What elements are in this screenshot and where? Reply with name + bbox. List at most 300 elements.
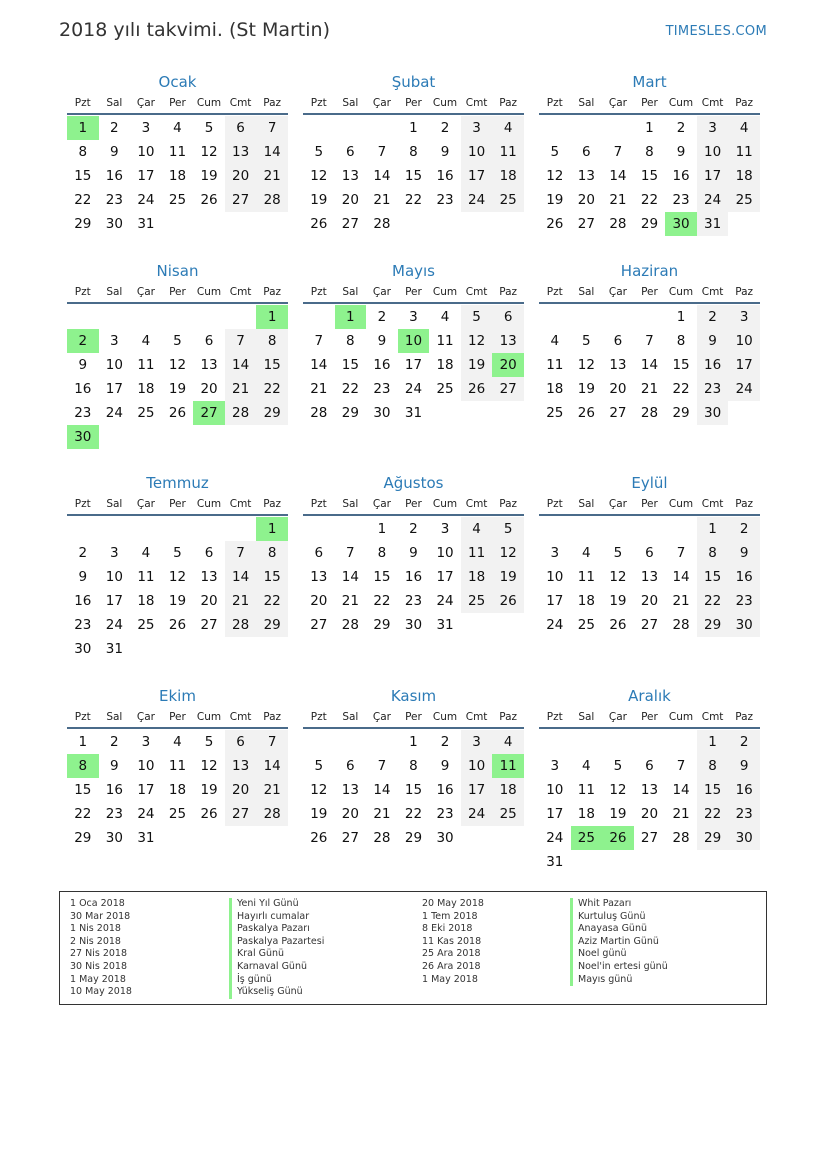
day-cell: 15 — [640, 168, 659, 184]
weekday-header — [303, 93, 524, 115]
day-cell: 24 — [461, 802, 493, 826]
day-cell: 6 — [582, 144, 591, 160]
empty-cell — [67, 305, 99, 329]
day-cell: 17 — [546, 806, 564, 822]
day-cell: 29 — [341, 405, 359, 421]
weekday-header — [67, 494, 288, 516]
day-cell: 18 — [137, 381, 155, 397]
weekday-label: Cmt — [701, 286, 724, 298]
day-cell: 19 — [168, 381, 187, 397]
month-name: Nisan — [156, 262, 199, 280]
day-cell: 31 — [436, 617, 454, 633]
day-cell: 10 — [137, 758, 155, 774]
weekday-label: Per — [405, 498, 422, 510]
day-cell: 26 — [200, 192, 218, 208]
holiday-day-cell: 26 — [602, 826, 634, 850]
day-cell: 8 — [346, 333, 355, 349]
day-cell: 21 — [672, 806, 690, 822]
weekday-header — [303, 707, 524, 729]
empty-cell — [303, 517, 335, 541]
empty-cell — [634, 517, 666, 541]
day-cell: 7 — [377, 758, 387, 774]
day-cell: 19 — [310, 806, 328, 822]
weekday-label: Cum — [668, 498, 694, 510]
day-cell: 28 — [310, 405, 328, 421]
day-cell: 18 — [137, 593, 155, 609]
day-cell: 20 — [341, 192, 359, 208]
day-cell: 14 — [373, 782, 391, 798]
holiday-date: 10 May 2018 — [70, 986, 132, 998]
day-cell: 27 — [492, 377, 524, 401]
weekday-label: Sal — [106, 498, 123, 510]
day-cell: 10 — [461, 140, 493, 164]
day-cell: 9 — [440, 758, 450, 774]
day-cell: 22 — [256, 377, 288, 401]
day-cell: 25 — [137, 617, 155, 633]
brand-logo[interactable]: TIMESLES.COM — [665, 24, 767, 39]
weekday-header — [539, 707, 760, 729]
holiday-day-cell: 1 — [256, 517, 288, 541]
day-cell: 31 — [137, 830, 155, 846]
day-cell: 17 — [137, 168, 155, 184]
weekday-label: Sal — [578, 97, 595, 109]
holiday-name: Whit Pazarı — [570, 898, 668, 911]
empty-cell — [602, 517, 634, 541]
day-cell: 10 — [728, 329, 760, 353]
day-cell: 1 — [676, 309, 686, 325]
weekday-label: Sal — [106, 97, 123, 109]
holiday-name: Aziz Martin Günü — [570, 936, 668, 949]
day-cell: 14 — [672, 569, 690, 585]
day-cell: 14 — [310, 357, 328, 373]
day-cell: 16 — [74, 381, 92, 397]
day-cell: 23 — [436, 192, 454, 208]
day-cell: 29 — [74, 830, 92, 846]
day-cell: 25 — [168, 806, 187, 822]
day-cell: 23 — [728, 802, 760, 826]
weekday-label: Cum — [196, 711, 222, 723]
month-2 — [539, 71, 760, 236]
holiday-date: 27 Nis 2018 — [70, 948, 127, 960]
day-cell: 2 — [78, 545, 88, 561]
day-cell: 28 — [609, 216, 627, 232]
day-cell: 31 — [137, 216, 155, 232]
day-cell: 30 — [105, 216, 123, 232]
holiday-date: 1 Tem 2018 — [422, 910, 478, 922]
day-cell: 4 — [728, 116, 760, 140]
empty-cell — [99, 305, 131, 329]
day-cell: 30 — [74, 641, 92, 657]
holiday-name: Mayıs günü — [570, 974, 668, 987]
day-cell: 17 — [728, 353, 760, 377]
day-cell: 16 — [697, 353, 729, 377]
day-cell: 5 — [173, 545, 182, 561]
day-cell: 11 — [461, 541, 493, 565]
day-cell: 17 — [461, 164, 493, 188]
empty-cell — [130, 517, 162, 541]
day-cell: 8 — [409, 758, 418, 774]
day-cell: 26 — [310, 216, 328, 232]
day-cell: 25 — [137, 405, 155, 421]
day-cell: 11 — [492, 140, 524, 164]
weekday-label: Per — [405, 711, 422, 723]
day-cell: 21 — [225, 377, 257, 401]
day-cell: 5 — [314, 144, 324, 160]
day-cell: 13 — [609, 357, 627, 373]
day-cell: 29 — [697, 613, 729, 637]
day-cell: 21 — [256, 778, 288, 802]
weekday-label: Paz — [263, 498, 282, 510]
weekday-label: Çar — [136, 286, 155, 298]
weekday-label: Çar — [608, 711, 627, 723]
weekday-label: Paz — [263, 711, 282, 723]
weekday-label: Cmt — [229, 97, 252, 109]
month-name: Mayıs — [392, 262, 435, 280]
weekday-label: Sal — [342, 498, 359, 510]
day-cell: 16 — [728, 565, 760, 589]
weekday-label: Sal — [578, 498, 595, 510]
day-cell: 8 — [697, 754, 729, 778]
day-cell: 19 — [609, 593, 627, 609]
day-cell: 23 — [74, 617, 92, 633]
holiday-date: 1 May 2018 — [70, 973, 126, 985]
month-name: Mart — [632, 73, 667, 91]
day-cell: 25 — [728, 188, 760, 212]
holiday-day-cell: 11 — [492, 754, 524, 778]
weekday-header — [539, 93, 760, 115]
day-cell: 12 — [200, 758, 218, 774]
holiday-name: Hayırlı cumalar — [229, 911, 324, 924]
day-cell: 26 — [168, 405, 187, 421]
empty-cell — [303, 730, 335, 754]
day-cell: 28 — [672, 617, 690, 633]
day-cell: 27 — [310, 617, 328, 633]
day-cell: 6 — [225, 730, 257, 754]
day-cell: 12 — [310, 168, 328, 184]
weekday-label: Cum — [196, 286, 222, 298]
weekday-label: Cum — [196, 97, 222, 109]
day-cell: 2 — [110, 734, 119, 750]
day-cell: 13 — [640, 569, 659, 585]
day-cell: 19 — [168, 593, 187, 609]
month-3 — [67, 260, 288, 449]
holiday-name: İş günü — [229, 974, 324, 987]
weekday-label: Çar — [136, 498, 155, 510]
holiday-names-left — [229, 898, 324, 999]
day-cell: 16 — [728, 778, 760, 802]
day-cell: 9 — [697, 329, 729, 353]
day-cell: 15 — [74, 168, 92, 184]
weekday-label: Paz — [735, 286, 754, 298]
day-cell: 11 — [546, 357, 564, 373]
weekday-label: Cum — [432, 711, 458, 723]
holiday-name: Yükseliş Günü — [229, 986, 324, 999]
day-cell: 4 — [440, 309, 450, 325]
day-cell: 12 — [310, 782, 328, 798]
day-cell: 20 — [640, 806, 659, 822]
day-cell: 3 — [141, 734, 151, 750]
holiday-list — [59, 891, 767, 1005]
day-cell: 15 — [697, 565, 729, 589]
weekday-label: Per — [169, 498, 186, 510]
day-cell: 11 — [577, 782, 595, 798]
empty-cell — [665, 517, 697, 541]
empty-cell — [539, 116, 571, 140]
day-cell: 18 — [577, 806, 595, 822]
weekday-label: Per — [405, 286, 422, 298]
day-cell: 6 — [346, 758, 355, 774]
day-cell: 15 — [256, 565, 288, 589]
day-cell: 7 — [225, 329, 257, 353]
weekday-label: Pzt — [546, 711, 563, 723]
day-cell: 22 — [672, 381, 690, 397]
month-8 — [539, 472, 760, 637]
day-cell: 22 — [404, 192, 423, 208]
day-cell: 27 — [609, 405, 627, 421]
day-cell: 7 — [256, 116, 288, 140]
day-cell: 19 — [577, 381, 595, 397]
holiday-date: 20 May 2018 — [422, 898, 484, 909]
day-cell: 22 — [640, 192, 659, 208]
weekday-label: Pzt — [74, 97, 91, 109]
weekday-label: Cum — [432, 97, 458, 109]
weekday-label: Cmt — [465, 286, 488, 298]
day-cell: 30 — [697, 401, 729, 425]
day-cell: 17 — [137, 782, 155, 798]
day-cell: 15 — [256, 353, 288, 377]
day-cell: 29 — [373, 617, 391, 633]
day-cell: 29 — [256, 613, 288, 637]
day-cell: 20 — [200, 593, 218, 609]
day-cell: 21 — [373, 806, 391, 822]
day-cell: 1 — [377, 521, 387, 537]
day-cell: 5 — [550, 144, 560, 160]
weekday-label: Paz — [735, 498, 754, 510]
day-cell: 30 — [105, 830, 123, 846]
day-cell: 10 — [546, 569, 564, 585]
day-cell: 19 — [200, 782, 218, 798]
weekday-label: Sal — [578, 711, 595, 723]
day-cell: 2 — [377, 309, 387, 325]
weekday-label: Çar — [372, 286, 391, 298]
month-name: Haziran — [620, 262, 679, 280]
day-cell: 7 — [377, 144, 387, 160]
weekday-header — [67, 93, 288, 115]
day-cell: 1 — [697, 730, 729, 754]
month-11 — [539, 685, 760, 874]
day-cell: 24 — [546, 617, 564, 633]
day-cell: 12 — [168, 569, 187, 585]
day-cell: 9 — [440, 144, 450, 160]
day-cell: 18 — [492, 778, 524, 802]
holiday-name: Noel günü — [570, 948, 668, 961]
day-cell: 3 — [461, 730, 493, 754]
day-cell: 12 — [609, 569, 627, 585]
day-cell: 22 — [404, 806, 423, 822]
weekday-label: Sal — [342, 711, 359, 723]
weekday-label: Paz — [499, 498, 518, 510]
day-cell: 20 — [640, 593, 659, 609]
day-cell: 16 — [105, 168, 123, 184]
weekday-header — [67, 282, 288, 304]
weekday-label: Pzt — [546, 97, 563, 109]
day-cell: 14 — [256, 754, 288, 778]
day-cell: 5 — [461, 305, 493, 329]
empty-cell — [571, 305, 603, 329]
day-cell: 28 — [341, 617, 359, 633]
day-cell: 13 — [577, 168, 595, 184]
day-cell: 8 — [377, 545, 387, 561]
day-cell: 15 — [341, 357, 359, 373]
day-cell: 3 — [141, 120, 151, 136]
day-cell: 14 — [256, 140, 288, 164]
weekday-header — [303, 494, 524, 516]
day-cell: 27 — [225, 802, 257, 826]
day-cell: 6 — [492, 305, 524, 329]
weekday-label: Cum — [432, 498, 458, 510]
day-cell: 9 — [110, 758, 119, 774]
day-cell: 16 — [74, 593, 92, 609]
day-cell: 20 — [310, 593, 328, 609]
day-cell: 25 — [492, 802, 524, 826]
weekday-label: Cmt — [229, 711, 252, 723]
day-grid — [67, 730, 288, 850]
holiday-date: 26 Ara 2018 — [422, 960, 481, 972]
day-cell: 11 — [168, 144, 187, 160]
day-cell: 16 — [404, 569, 423, 585]
day-cell: 21 — [310, 381, 328, 397]
weekday-label: Paz — [263, 286, 282, 298]
day-cell: 3 — [728, 305, 760, 329]
day-cell: 30 — [373, 405, 391, 421]
weekday-label: Sal — [106, 286, 123, 298]
day-cell: 3 — [550, 758, 560, 774]
holiday-dates-right — [422, 898, 484, 986]
weekday-label: Cmt — [229, 498, 252, 510]
day-grid — [303, 517, 524, 637]
day-cell: 28 — [256, 188, 288, 212]
weekday-label: Pzt — [74, 498, 91, 510]
day-cell: 18 — [546, 381, 564, 397]
day-cell: 3 — [697, 116, 729, 140]
weekday-label: Pzt — [310, 498, 327, 510]
weekday-label: Çar — [136, 711, 155, 723]
day-cell: 13 — [200, 357, 218, 373]
day-cell: 4 — [461, 517, 493, 541]
day-cell: 22 — [373, 593, 391, 609]
weekday-label: Per — [405, 97, 422, 109]
day-cell: 12 — [546, 168, 564, 184]
holiday-date: 25 Ara 2018 — [422, 948, 481, 960]
weekday-header — [303, 282, 524, 304]
day-cell: 17 — [436, 569, 454, 585]
weekday-header — [539, 494, 760, 516]
day-cell: 7 — [645, 333, 654, 349]
day-cell: 23 — [105, 192, 123, 208]
day-cell: 18 — [168, 168, 187, 184]
day-cell: 19 — [546, 192, 564, 208]
holiday-name: Anayasa Günü — [570, 923, 668, 936]
day-cell: 2 — [110, 120, 119, 136]
day-cell: 24 — [461, 188, 493, 212]
holiday-day-cell: 27 — [193, 401, 225, 425]
weekday-label: Pzt — [74, 286, 91, 298]
day-cell: 17 — [105, 381, 123, 397]
weekday-label: Paz — [499, 711, 518, 723]
empty-cell — [193, 517, 225, 541]
page-title: 2018 yılı takvimi. (St Martin) — [59, 19, 330, 41]
empty-cell — [193, 305, 225, 329]
holiday-names-right — [570, 898, 668, 986]
day-cell: 29 — [672, 405, 690, 421]
day-cell: 30 — [728, 826, 760, 850]
day-cell: 6 — [346, 144, 355, 160]
holiday-name: Kurtuluş Günü — [570, 911, 668, 924]
day-cell: 7 — [314, 333, 324, 349]
day-cell: 24 — [105, 617, 123, 633]
day-cell: 30 — [728, 613, 760, 637]
day-cell: 17 — [105, 593, 123, 609]
holiday-name: Karnaval Günü — [229, 961, 324, 974]
weekday-label: Cmt — [701, 711, 724, 723]
empty-cell — [303, 116, 335, 140]
day-cell: 13 — [341, 168, 359, 184]
day-cell: 19 — [461, 353, 493, 377]
day-cell: 10 — [137, 144, 155, 160]
day-cell: 8 — [697, 541, 729, 565]
empty-cell — [162, 517, 194, 541]
day-cell: 11 — [168, 758, 187, 774]
month-1 — [303, 71, 524, 236]
day-cell: 14 — [225, 353, 257, 377]
day-cell: 2 — [728, 730, 760, 754]
day-cell: 9 — [78, 569, 88, 585]
month-name: Eylül — [631, 474, 668, 492]
day-cell: 9 — [110, 144, 119, 160]
day-cell: 4 — [492, 116, 524, 140]
holiday-name: Noel'in ertesi günü — [570, 961, 668, 974]
day-grid — [539, 730, 760, 874]
holiday-date: 30 Nis 2018 — [70, 960, 127, 972]
day-cell: 26 — [492, 589, 524, 613]
day-cell: 20 — [200, 381, 218, 397]
day-cell: 12 — [609, 782, 627, 798]
day-cell: 3 — [550, 545, 560, 561]
day-cell: 2 — [697, 305, 729, 329]
day-cell: 8 — [256, 541, 288, 565]
day-cell: 2 — [440, 120, 450, 136]
empty-cell — [366, 116, 398, 140]
day-cell: 10 — [697, 140, 729, 164]
day-cell: 23 — [436, 806, 454, 822]
weekday-label: Çar — [136, 97, 155, 109]
day-cell: 27 — [640, 617, 659, 633]
day-cell: 21 — [341, 593, 359, 609]
day-cell: 11 — [137, 569, 155, 585]
weekday-label: Per — [169, 97, 186, 109]
weekday-label: Per — [169, 286, 186, 298]
day-cell: 25 — [492, 188, 524, 212]
day-cell: 6 — [645, 545, 654, 561]
day-cell: 29 — [74, 216, 92, 232]
day-cell: 29 — [640, 216, 659, 232]
month-name: Kasım — [390, 687, 437, 705]
day-cell: 18 — [577, 593, 595, 609]
day-cell: 25 — [461, 589, 493, 613]
holiday-day-cell: 8 — [67, 754, 99, 778]
day-cell: 10 — [105, 357, 123, 373]
day-cell: 21 — [672, 593, 690, 609]
